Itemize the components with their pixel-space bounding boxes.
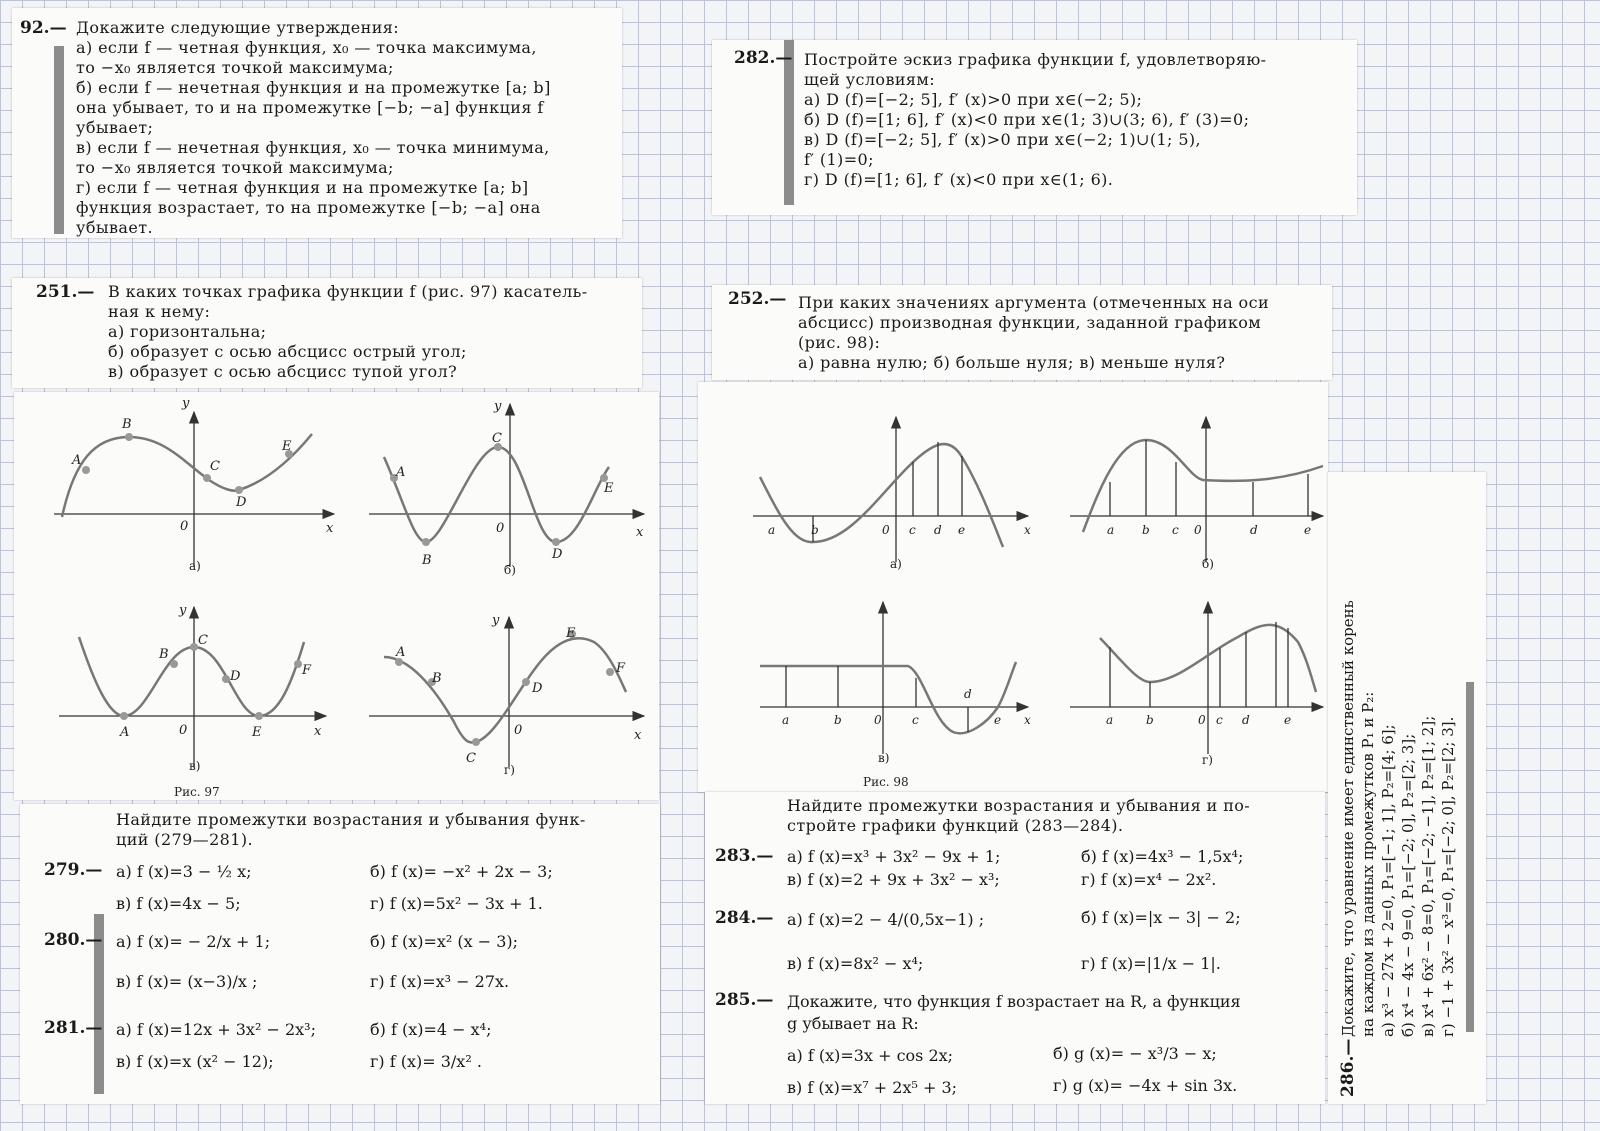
svg-text:x: x bbox=[1024, 713, 1031, 727]
section-intro: Найдите промежутки возрастания и убывания и по- стройте графики функций (283—284). bbox=[787, 796, 1251, 835]
svg-text:e: e bbox=[1284, 713, 1292, 727]
svg-text:C: C bbox=[198, 633, 208, 648]
svg-text:C: C bbox=[210, 459, 220, 474]
svg-text:A: A bbox=[72, 453, 82, 468]
problem-number: 92.— bbox=[20, 18, 67, 38]
svg-text:0: 0 bbox=[179, 723, 188, 738]
svg-text:D: D bbox=[230, 669, 241, 684]
figure-97-graphs bbox=[14, 392, 659, 800]
margin-bar bbox=[1466, 682, 1474, 1032]
svg-text:y: y bbox=[492, 613, 500, 628]
svg-text:b: b bbox=[1146, 713, 1154, 727]
svg-text:x: x bbox=[326, 521, 334, 536]
problem-252-card bbox=[712, 285, 1332, 380]
problem-text: При каких значениях аргумента (отмеченных на оси абсцисс) производная функции, заданной графиком (рис. 98): а) равна нулю; б) больше нуля; в) меньше нуля? bbox=[798, 293, 1270, 372]
svg-text:A: A bbox=[120, 725, 130, 740]
svg-text:D: D bbox=[236, 495, 247, 510]
figure-98 bbox=[698, 382, 1328, 792]
problem-text: В каких точках графика функции f (рис. 97) касатель- ная к нему: а) горизонтальна; б) образует с осью абсцисс острый угол; в) образует с осью абсцисс тупой угол? bbox=[108, 282, 588, 381]
svg-text:E: E bbox=[282, 439, 292, 454]
problem-text: Докажите, что уравнение имеет единственный корень на каждом из данных промежутков P₁ и P₂: а) x³ − 27x + 2=0, P₁=[−1; 1], P₂=[4; 6]; б) x⁴ − 4x − 9=0, P₁=[−2; 0], P₂=[2; 3]; в) x⁴ + 6x² − 8=0, P₁=[−2; −1], P₂=[1; 2]; г) −1 + 3x² − x³=0, P₁=[−2; 0], P₂=[2; 3]. bbox=[1339, 600, 1457, 1037]
svg-text:a: a bbox=[1107, 523, 1115, 537]
svg-text:a: a bbox=[1106, 713, 1114, 727]
problem-282-card bbox=[712, 40, 1357, 215]
svg-text:0: 0 bbox=[1198, 713, 1206, 727]
margin-bar bbox=[54, 46, 64, 234]
svg-text:D: D bbox=[532, 681, 543, 696]
problem-number: 252.— bbox=[728, 289, 787, 309]
svg-text:c: c bbox=[1172, 523, 1179, 537]
svg-text:x: x bbox=[314, 724, 322, 739]
svg-text:B: B bbox=[122, 417, 132, 432]
svg-text:D: D bbox=[552, 547, 563, 562]
svg-text:c: c bbox=[1216, 713, 1223, 727]
svg-text:а): а) bbox=[890, 557, 902, 571]
problem-286-card bbox=[1328, 472, 1486, 1104]
svg-text:0: 0 bbox=[514, 723, 523, 738]
svg-text:y: y bbox=[494, 399, 502, 414]
svg-text:d: d bbox=[934, 523, 942, 537]
svg-text:A: A bbox=[396, 465, 406, 480]
problem-number: 282.— bbox=[734, 48, 793, 68]
problem-92-card bbox=[12, 8, 622, 238]
svg-text:a: a bbox=[782, 713, 790, 727]
svg-text:0: 0 bbox=[496, 521, 505, 536]
figure-caption: Рис. 98 bbox=[863, 775, 909, 789]
svg-text:C: C bbox=[492, 431, 502, 446]
svg-text:а): а) bbox=[189, 559, 201, 573]
svg-text:0: 0 bbox=[874, 713, 882, 727]
svg-text:x: x bbox=[636, 525, 644, 540]
problem-number: 251.— bbox=[36, 282, 95, 302]
svg-text:A: A bbox=[396, 645, 406, 660]
curve-d bbox=[384, 638, 626, 742]
svg-text:e: e bbox=[994, 713, 1002, 727]
svg-text:c: c bbox=[912, 713, 919, 727]
svg-text:0: 0 bbox=[180, 519, 189, 534]
svg-text:e: e bbox=[1304, 523, 1312, 537]
figure-caption: Рис. 97 bbox=[174, 785, 220, 799]
svg-text:x: x bbox=[1024, 523, 1031, 537]
svg-text:a: a bbox=[768, 523, 776, 537]
svg-text:d: d bbox=[964, 687, 972, 701]
problem-text: Постройте эскиз графика функции f, удовлетворяю- щей условиям: а) D (f)=[−2; 5], f′ (x)>0 при x∈(−2; 5); б) D (f)=[1; 6], f′ (x)<0 при x∈(1; 3)∪(3; 6), f′ (3)=0; в) D (f)=[−2; 5], f′ (x)>0 при x∈(−2; 1)∪(1; 5), f′ (1)=0; г) D (f)=[1; 6], f′ (x)<0 при x∈(1; 6). bbox=[804, 50, 1267, 189]
svg-text:б): б) bbox=[1202, 557, 1214, 571]
problem-251-card bbox=[12, 278, 642, 388]
svg-text:b: b bbox=[1142, 523, 1150, 537]
problems-279-281-card: Найдите промежутки возрастания и убывания функ- ций (279—281). 279.— а) f (x)=3 − ½ x; б) f (x)= −x² + 2x − 3; в) f (x)=4x − 5; г) f (x)=5x² − 3x + 1. 280.— а) f (x)= − 2/x + 1; б) f (x)=x² (x − 3); в) f (x)= (x−3)/x ; г) f (x)=x³ − 27x. 281.— а) f (x)=12x + 3x² − 2x³; б) f (x)=4 − x⁴; в) f (x)=x (x² − 12); г) f (x)= 3/x² . bbox=[20, 804, 660, 1104]
svg-text:y: y bbox=[179, 603, 187, 618]
svg-text:г): г) bbox=[1202, 753, 1213, 767]
svg-text:в): в) bbox=[878, 751, 890, 765]
svg-text:г): г) bbox=[504, 763, 515, 777]
svg-text:y: y bbox=[182, 396, 190, 411]
svg-text:c: c bbox=[909, 523, 916, 537]
svg-text:e: e bbox=[958, 523, 966, 537]
svg-text:F: F bbox=[616, 661, 626, 676]
svg-text:в): в) bbox=[189, 759, 201, 773]
svg-text:E: E bbox=[566, 626, 576, 641]
svg-text:B: B bbox=[422, 553, 432, 568]
curve-a bbox=[62, 434, 312, 517]
svg-text:B: B bbox=[432, 671, 442, 686]
svg-text:d: d bbox=[1250, 523, 1258, 537]
problem-text: Докажите следующие утверждения: а) если f — четная функция, x₀ — точка максимума, то −x₀ является точкой максимума; б) если f — нечетная функция и на промежутке [a; b] она убывает, то и на промежутке [−b; −a] функция f убывает; в) если f — нечетная функция, x₀ — точка минимума, то −x₀ является точкой максимума; г) если f — четная функция и на промежутке [a; b] функция возрастает, то на промежутке [−b; −a] она убывает. bbox=[76, 18, 551, 237]
section-intro: Найдите промежутки возрастания и убывания функ- ций (279—281). bbox=[116, 810, 586, 849]
svg-text:B: B bbox=[159, 647, 169, 662]
svg-text:0: 0 bbox=[882, 523, 890, 537]
svg-text:d: d bbox=[1242, 713, 1250, 727]
svg-text:E: E bbox=[252, 725, 262, 740]
figure-97 bbox=[14, 392, 659, 800]
svg-text:b: b bbox=[811, 523, 819, 537]
svg-text:E: E bbox=[604, 481, 614, 496]
svg-text:F: F bbox=[302, 663, 312, 678]
figure-98-graphs bbox=[698, 382, 1328, 792]
svg-text:б): б) bbox=[504, 563, 516, 577]
problems-283-285-card: Найдите промежутки возрастания и убывания и по- стройте графики функций (283—284). 283.— а) f (x)=x³ + 3x² − 9x + 1; б) f (x)=4x³ − 1,5x⁴; в) f (x)=2 + 9x + 3x² − x³; г) f (x)=x⁴ − 2x². 284.— а) f (x)=2 − 4/(0,5x−1) ; б) f (x)=|x − 3| − 2; в) f (x)=8x² − x⁴; г) f (x)=|1/x − 1|. 285.— Докажите, что функция f возрастает на R, а функция g убывает на R: а) f (x)=3x + cos 2x; б) g (x)= − x³/3 − x; в) f (x)=x⁷ + 2x⁵ + 3; г) g (x)= −4x + sin 3x. bbox=[705, 792, 1325, 1104]
svg-text:C: C bbox=[466, 751, 476, 766]
svg-text:0: 0 bbox=[1194, 523, 1202, 537]
svg-text:b: b bbox=[834, 713, 842, 727]
problem-number: 286.— bbox=[1338, 1038, 1358, 1097]
svg-text:x: x bbox=[634, 728, 642, 743]
